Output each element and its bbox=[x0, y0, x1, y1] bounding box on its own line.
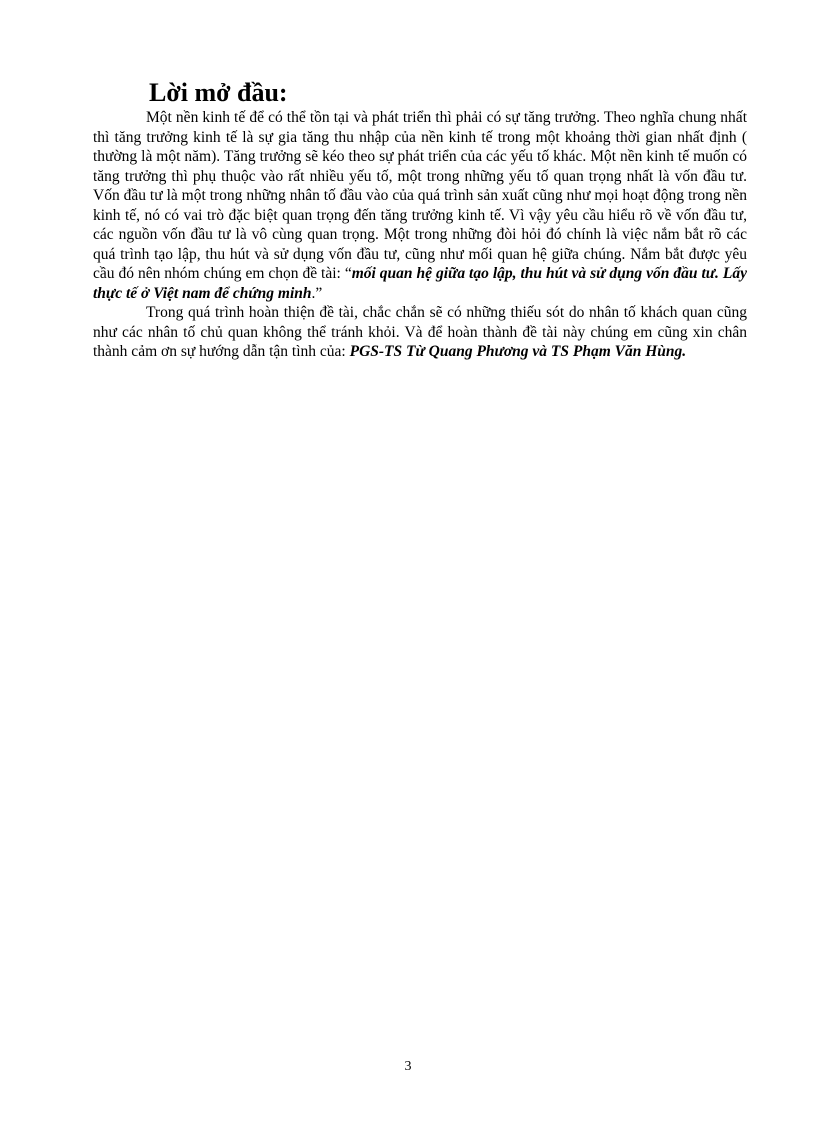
advisor-names: PGS-TS Từ Quang Phương và TS Phạm Văn Hùng. bbox=[349, 343, 687, 360]
topic-title: mối quan hệ giữa tạo lập, thu hút và sử dụng vốn đầu tư. Lấy thực tế ở Việt nam để chứng minh bbox=[93, 265, 748, 302]
page-number: 3 bbox=[404, 1059, 412, 1074]
section-heading: Lời mở đầu: bbox=[149, 78, 288, 107]
acknowledgement-text: Trong quá trình hoàn thiện đề tài, chắc chắn sẽ có những thiếu sót do nhân tố khách quan cũng như các nhân tố chủ quan không thể tránh khỏi. Và để hoàn thành đề tài này chúng em cũng xin chân thành cảm ơn sự hướng dẫn tận tình của: bbox=[93, 304, 747, 360]
intro-text: Một nền kinh tế để có thể tồn tại và phát triển thì phải có sự tăng trưởng. Theo nghĩa chung nhất thì tăng trưởng kinh tế là sự gia tăng thu nhập của nền kinh tế trong một khoảng thời gian nhất định ( thường là một năm). Tăng trưởng sẽ kéo theo sự phát triển của các yếu tố khác. Một nền kinh tế muốn có tăng trưởng thì phụ thuộc vào rất nhiều yếu tố, một trong những yếu tố quan trọng nhất là vốn đầu tư. Vốn đầu tư là một trong những nhân tố đầu vào của quá trình sản xuất cũng như mọi hoạt động trong nền kinh tế, nó có vai trò đặc biệt quan trọng đến tăng trưởng kinh tế. Vì vậy yêu cầu hiểu rõ về vốn đầu tư, các nguồn vốn đầu tư là vô cùng quan trọng. Một trong những đòi hỏi đó chính là việc nắm bắt rõ các quá trình tạo lập, thu hút và sử dụng vốn đầu tư, cũng như mối quan hệ giữa chúng. Nắm bắt được yêu cầu đó nên nhóm chúng em chọn đề tài: “ bbox=[93, 109, 747, 282]
intro-paragraph bbox=[93, 108, 747, 303]
document-body bbox=[93, 78, 747, 362]
topic-closing-quote: .” bbox=[311, 284, 323, 302]
acknowledgement-paragraph bbox=[93, 303, 747, 362]
